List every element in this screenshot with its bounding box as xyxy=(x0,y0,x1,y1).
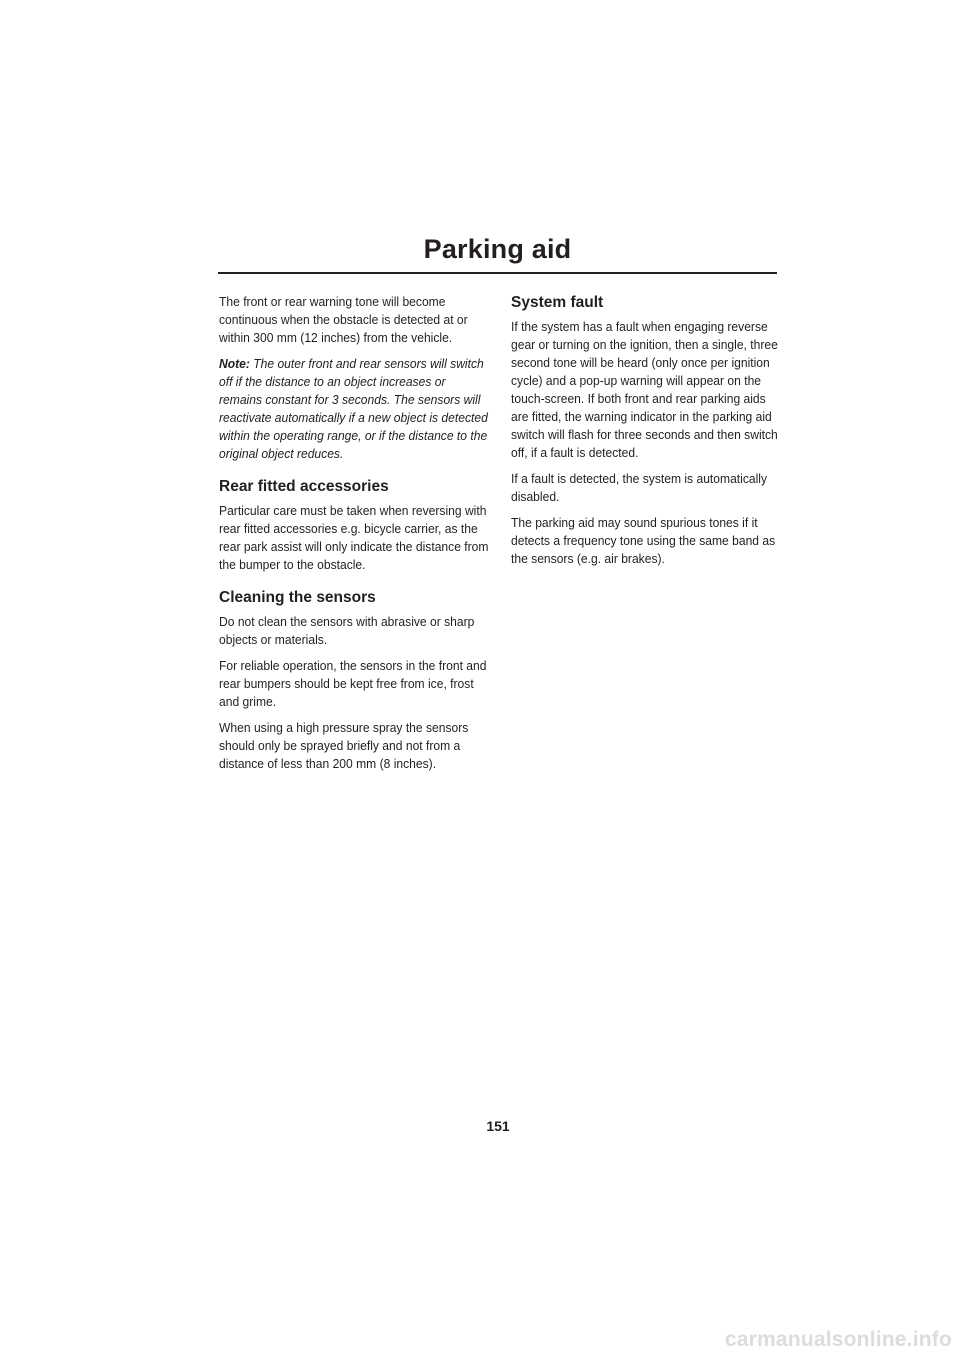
cleaning-heading: Cleaning the sensors xyxy=(219,589,376,606)
rear-accessories-paragraph: Particular care must be taken when reversing with rear fitted accessories e.g. bicycle carrier, as the rear park assist will only indicate the distance from the bumper to the obstacle. xyxy=(219,503,489,572)
right-column xyxy=(511,293,781,576)
intro-paragraph: The front or rear warning tone will become continuous when the obstacle is detected at or within 300 mm (12 inches) from the vehicle. xyxy=(219,294,468,345)
page-title: Parking aid xyxy=(423,234,572,264)
title-divider xyxy=(218,272,777,274)
note-label: Note: xyxy=(219,356,250,371)
note-paragraph xyxy=(219,355,489,463)
watermark: carmanualsonline.info xyxy=(724,1328,952,1351)
rear-accessories-heading: Rear fitted accessories xyxy=(219,478,389,495)
page-number: 151 xyxy=(486,1118,510,1134)
cleaning-paragraph: When using a high pressure spray the sensors should only be sprayed briefly and not from a distance of less than 200 mm (8 inches). xyxy=(219,720,469,771)
system-fault-paragraph: If the system has a fault when engaging reverse gear or turning on the ignition, then a single, three second tone will be heard (only once per ignition cycle) and a pop-up warning will appear on the touch-screen. If both front and rear parking aids are fitted, the warning indicator in the parking aid switch will flash for three seconds and then switch off, if a fault is detected. xyxy=(511,319,778,460)
cleaning-paragraph: Do not clean the sensors with abrasive or sharp objects or materials. xyxy=(219,614,475,647)
system-fault-paragraph: If a fault is detected, the system is automatically disabled. xyxy=(511,471,768,504)
system-fault-heading: System fault xyxy=(511,294,604,311)
cleaning-paragraph: For reliable operation, the sensors in the front and rear bumpers should be kept free from ice, frost and grime. xyxy=(219,658,487,709)
system-fault-paragraph: The parking aid may sound spurious tones if it detects a frequency tone using the same band as the sensors (e.g. air brakes). xyxy=(511,515,776,566)
note-text: The outer front and rear sensors will switch off if the distance to an object increases or remains constant for 3 seconds. The sensors will reactivate automatically if a new object is detected within the operating range, or if the distance to the original object reduces. xyxy=(219,356,488,461)
left-column xyxy=(219,293,489,781)
